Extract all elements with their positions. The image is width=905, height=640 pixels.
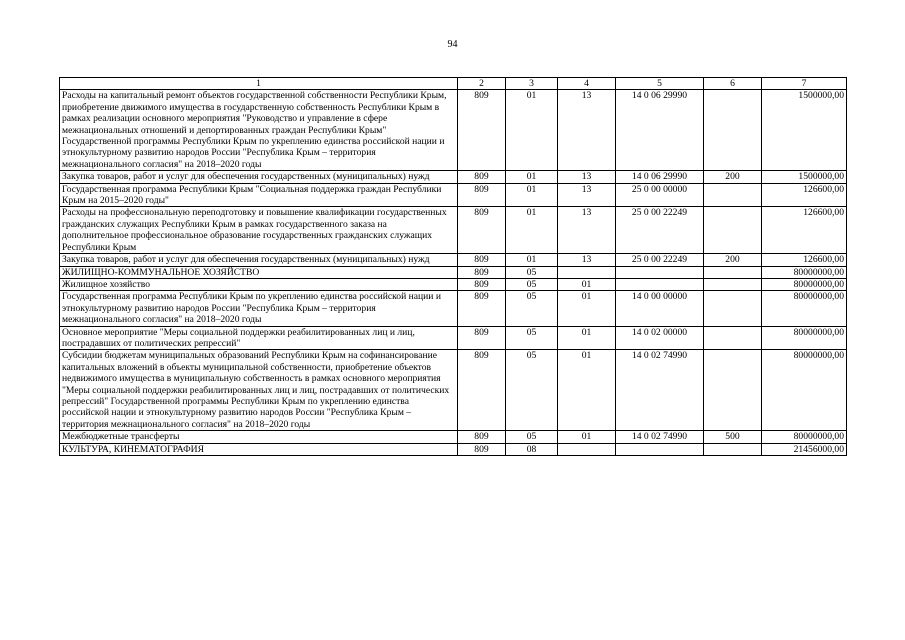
target-article-code: 25 0 00 22249 (616, 207, 704, 254)
amount: 126600,00 (762, 254, 847, 266)
grbs-code: 809 (458, 431, 506, 443)
grbs-code: 809 (458, 183, 506, 207)
expense-description: Государственная программа Республики Крым "Социальная поддержка граждан Республики Крым на 2015–2020 годы" (60, 183, 458, 207)
target-article-code: 25 0 00 00000 (616, 183, 704, 207)
expense-type-code: 500 (704, 431, 762, 443)
section-code: 01 (506, 90, 558, 171)
column-header: 1 (60, 78, 458, 90)
table-row (60, 254, 847, 266)
section-code: 05 (506, 291, 558, 326)
column-number-header (60, 78, 847, 90)
table-row (60, 350, 847, 431)
target-article-code: 14 0 00 00000 (616, 291, 704, 326)
grbs-code: 809 (458, 207, 506, 254)
grbs-code: 809 (458, 350, 506, 431)
expense-description: Расходы на капитальный ремонт объектов государственной собственности Республики Крым, приобретение движимого имущества в государственную собственность Республики Крым в рамках реализации основного мероприятия "Руководство и управление в сфере межнациональных отношений и депортированных граждан Республики Крым" Государственной программы Республики Крым по укреплению единства российской нации и этнокультурному развитию народов России "Республика Крым – территория межнационального согласия" на 2018–2020 годы (60, 90, 458, 171)
table-row (60, 431, 847, 443)
table-row (60, 90, 847, 171)
table-row (60, 443, 847, 455)
column-header: 3 (506, 78, 558, 90)
table-row (60, 207, 847, 254)
page-number: 94 (447, 39, 458, 50)
column-header: 5 (616, 78, 704, 90)
section-code: 01 (506, 171, 558, 183)
expense-type-code: 200 (704, 171, 762, 183)
grbs-code: 809 (458, 254, 506, 266)
grbs-code: 809 (458, 291, 506, 326)
expense-type-code (704, 183, 762, 207)
section-code: 05 (506, 278, 558, 290)
budget-table (59, 77, 847, 456)
target-article-code (616, 266, 704, 278)
table-row (60, 171, 847, 183)
target-article-code: 14 0 06 29990 (616, 90, 704, 171)
table-row (60, 278, 847, 290)
expense-description: Закупка товаров, работ и услуг для обеспечения государственных (муниципальных) нужд (60, 254, 458, 266)
subsection-code (558, 266, 616, 278)
column-header: 4 (558, 78, 616, 90)
amount: 126600,00 (762, 183, 847, 207)
section-code: 08 (506, 443, 558, 455)
amount: 1500000,00 (762, 90, 847, 171)
section-code: 05 (506, 350, 558, 431)
subsection-code: 13 (558, 207, 616, 254)
amount: 21456000,00 (762, 443, 847, 455)
column-header: 6 (704, 78, 762, 90)
subsection-code: 01 (558, 431, 616, 443)
amount: 80000000,00 (762, 266, 847, 278)
subsection-code: 13 (558, 254, 616, 266)
expense-type-code (704, 326, 762, 350)
column-header: 2 (458, 78, 506, 90)
amount: 80000000,00 (762, 291, 847, 326)
expense-type-code (704, 443, 762, 455)
expense-description: Государственная программа Республики Крым по укреплению единства российской нации и этнокультурному развитию народов России "Республика Крым – территория межнационального согласия" на 2018–2020 годы (60, 291, 458, 326)
subsection-code (558, 443, 616, 455)
expense-description: Закупка товаров, работ и услуг для обеспечения государственных (муниципальных) нужд (60, 171, 458, 183)
grbs-code: 809 (458, 443, 506, 455)
table-row (60, 326, 847, 350)
subsection-code: 13 (558, 171, 616, 183)
expense-description: Расходы на профессиональную переподготовку и повышение квалификации государственных гражданских служащих Республики Крым в рамках государственного заказа на дополнительное профессиональное образование государственных гражданских служащих Республики Крым (60, 207, 458, 254)
section-code: 01 (506, 254, 558, 266)
target-article-code: 14 0 02 74990 (616, 431, 704, 443)
table-row (60, 266, 847, 278)
expense-description: Субсидии бюджетам муниципальных образований Республики Крым на софинансирование капитальных вложений в объекты муниципальной собственности, приобретение объектов недвижимого имущества в муниципальную собственность в рамках основного мероприятия "Меры социальной поддержки реабилитированных лиц и лиц, пострадавших от политических репрессий" Государственной программы Республики Крым по укреплению единства российской нации и этнокультурному развитию народов России "Республика Крым – территория межнационального согласия" на 2018–2020 годы (60, 350, 458, 431)
expense-description: Жилищное хозяйство (60, 278, 458, 290)
section-code: 01 (506, 183, 558, 207)
expense-description: КУЛЬТУРА, КИНЕМАТОГРАФИЯ (60, 443, 458, 455)
subsection-code: 01 (558, 326, 616, 350)
target-article-code: 25 0 00 22249 (616, 254, 704, 266)
subsection-code: 01 (558, 291, 616, 326)
expense-description: Основное мероприятие "Меры социальной поддержки реабилитированных лиц и лиц, пострадавших от политических репрессий" (60, 326, 458, 350)
amount: 1500000,00 (762, 171, 847, 183)
target-article-code: 14 0 02 00000 (616, 326, 704, 350)
grbs-code: 809 (458, 278, 506, 290)
grbs-code: 809 (458, 326, 506, 350)
amount: 126600,00 (762, 207, 847, 254)
expense-description: Межбюджетные трансферты (60, 431, 458, 443)
target-article-code: 14 0 06 29990 (616, 171, 704, 183)
target-article-code (616, 443, 704, 455)
expense-type-code: 200 (704, 254, 762, 266)
section-code: 01 (506, 207, 558, 254)
subsection-code: 13 (558, 90, 616, 171)
expense-type-code (704, 278, 762, 290)
column-header: 7 (762, 78, 847, 90)
table-row (60, 291, 847, 326)
expense-description: ЖИЛИЩНО-КОММУНАЛЬНОЕ ХОЗЯЙСТВО (60, 266, 458, 278)
grbs-code: 809 (458, 90, 506, 171)
grbs-code: 809 (458, 266, 506, 278)
subsection-code: 01 (558, 278, 616, 290)
amount: 80000000,00 (762, 278, 847, 290)
subsection-code: 01 (558, 350, 616, 431)
amount: 80000000,00 (762, 431, 847, 443)
amount: 80000000,00 (762, 350, 847, 431)
section-code: 05 (506, 326, 558, 350)
section-code: 05 (506, 266, 558, 278)
grbs-code: 809 (458, 171, 506, 183)
amount: 80000000,00 (762, 326, 847, 350)
expense-type-code (704, 90, 762, 171)
table-row (60, 183, 847, 207)
expense-type-code (704, 350, 762, 431)
section-code: 05 (506, 431, 558, 443)
expense-type-code (704, 291, 762, 326)
subsection-code: 13 (558, 183, 616, 207)
target-article-code: 14 0 02 74990 (616, 350, 704, 431)
expense-type-code (704, 266, 762, 278)
target-article-code (616, 278, 704, 290)
expense-type-code (704, 207, 762, 254)
